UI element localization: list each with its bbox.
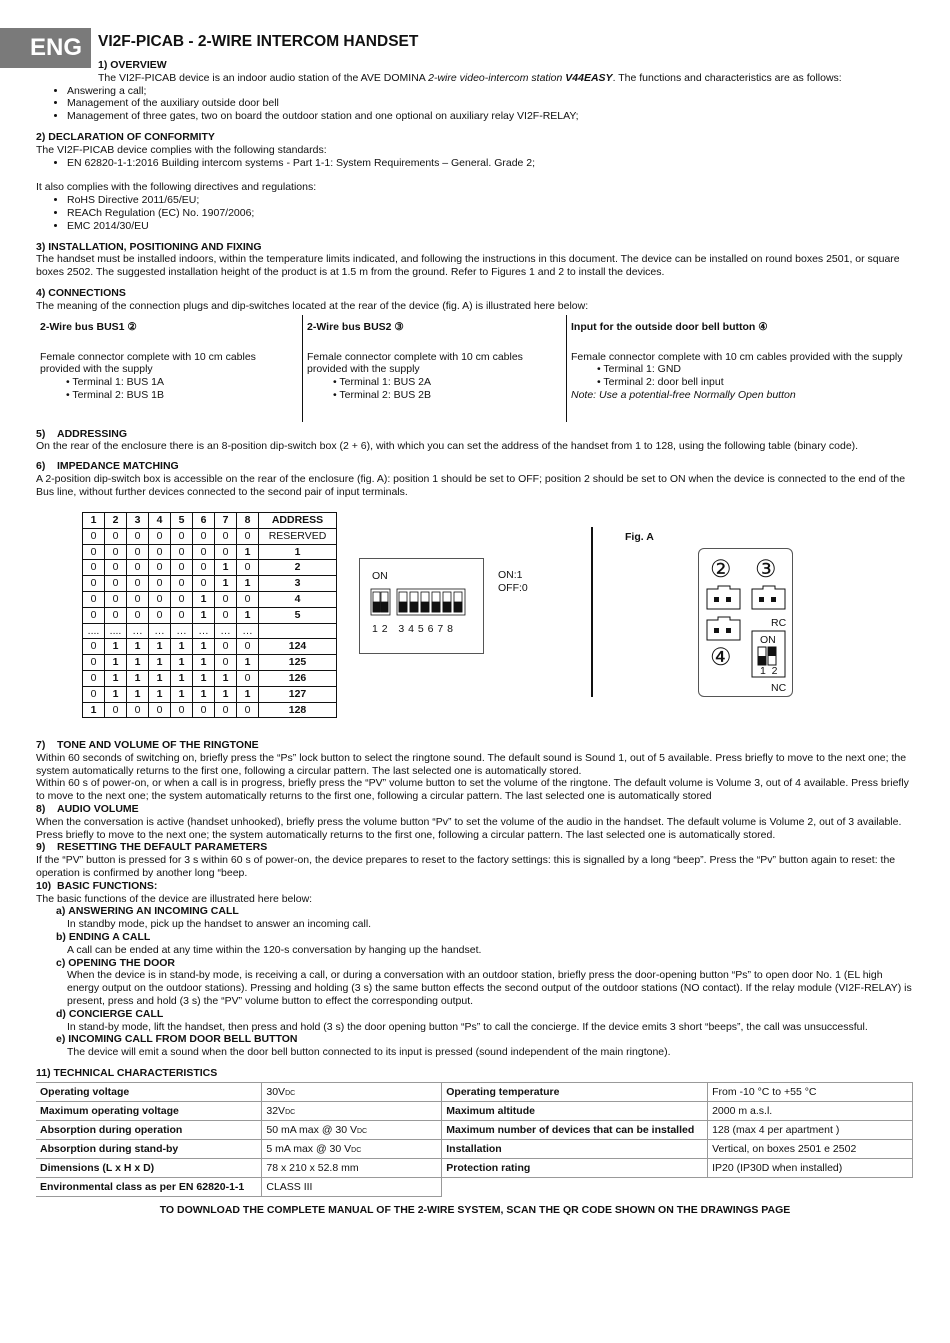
list-item: • Terminal 2: BUS 1B bbox=[66, 389, 298, 402]
function-text: The device will emit a sound when the door bell button connected to its input is pressed (sound independent of the main ringtone). bbox=[67, 1046, 671, 1059]
dip-lever bbox=[454, 602, 462, 612]
document-body bbox=[36, 59, 914, 499]
section-heading: 2) DECLARATION OF CONFORMITY bbox=[36, 130, 215, 143]
function-text: A call can be ended at any time within the 120-s conversation by hanging up the handset. bbox=[67, 943, 482, 956]
table-cell: 0 bbox=[171, 560, 193, 576]
paragraph: A 2-position dip-switch box is accessible on the rear of the enclosure (fig. A): position 1 should be set to OFF; position 2 should be set to ON when the device is connected to the end of the Bus line, without further devices connected to the second pair of input terminals. bbox=[36, 472, 906, 498]
connector-4-label: ④ bbox=[710, 644, 732, 671]
connections-table bbox=[36, 315, 914, 422]
function-label: c) OPENING THE DOOR bbox=[56, 956, 176, 969]
switch-numbers: 1 2 bbox=[760, 665, 778, 677]
function-text: In stand-by mode, lift the handset, then press and hold (3 s) the door opening button “Ps” to call the concierge. If the device emits 3 short “beeps”, the call was unsuccessful. bbox=[67, 1020, 868, 1033]
dip-numbers: 1 2 3 4 5 6 7 8 bbox=[372, 623, 454, 635]
table-cell: 0 bbox=[171, 576, 193, 592]
device-rear-diagram bbox=[698, 548, 793, 697]
table-header-cell: 5 bbox=[171, 513, 193, 529]
dip-lever bbox=[421, 602, 429, 612]
table-cell: 0 bbox=[83, 591, 105, 607]
table-cell: 0 bbox=[215, 639, 237, 655]
table-cell: … bbox=[127, 623, 149, 639]
table-cell: 0 bbox=[215, 655, 237, 671]
section-heading: 5) ADDRESSING bbox=[36, 427, 128, 440]
table-cell: 50 mA max @ 30 VDC bbox=[262, 1121, 442, 1140]
table-cell: 1 bbox=[193, 607, 215, 623]
table-cell: Protection rating bbox=[442, 1159, 708, 1178]
table-cell: 1 bbox=[149, 639, 171, 655]
table-cell: 0 bbox=[83, 670, 105, 686]
table-row bbox=[83, 686, 337, 702]
list-item: • Management of three gates, two on board the outdoor station and one optional on auxiliary relay VI2F-RELAY; bbox=[67, 110, 914, 123]
technical-table bbox=[36, 1082, 913, 1197]
section-heading: 10) BASIC FUNCTIONS: bbox=[36, 879, 158, 892]
table-cell: 0 bbox=[237, 670, 259, 686]
table-cell: 0 bbox=[149, 607, 171, 623]
connection-desc: Female connector complete with 10 cm cables provided with the supply bbox=[40, 350, 256, 376]
table-cell: 0 bbox=[193, 528, 215, 544]
functions-list bbox=[36, 905, 914, 1059]
table-cell: 0 bbox=[237, 560, 259, 576]
table-row bbox=[36, 1178, 913, 1197]
table-row bbox=[36, 1083, 913, 1102]
connection-note: Note: Use a potential-free Normally Open button bbox=[571, 388, 796, 401]
table-header-cell: 1 bbox=[83, 513, 105, 529]
language-tab: ENG bbox=[0, 28, 91, 68]
table-cell: CLASS III bbox=[262, 1178, 442, 1197]
table-cell: 0 bbox=[83, 639, 105, 655]
table-cell: 30VDC bbox=[262, 1083, 442, 1102]
list-item: • Terminal 1: BUS 2A bbox=[333, 376, 562, 389]
table-cell: 126 bbox=[259, 670, 337, 686]
table-cell: 0 bbox=[149, 560, 171, 576]
paragraph: When the conversation is active (handset unhooked), briefly press the volume button “Pv” to set the volume of the audio in the handset. The default volume is Volume 2, out of 3 available. Press briefly to move to the next one; the system automatically returns to the first one, following a circular pattern. The last selected one is automatically stored. bbox=[36, 815, 902, 841]
list-item: • RoHS Directive 2011/65/EU; bbox=[67, 194, 914, 207]
dip-lever bbox=[399, 602, 407, 612]
table-cell: Maximum altitude bbox=[442, 1102, 708, 1121]
dip-lever bbox=[443, 602, 451, 612]
list-item: • Terminal 2: door bell input bbox=[597, 376, 910, 389]
list-item: • Management of the auxiliary outside door bell bbox=[67, 97, 914, 110]
table-cell: 1 bbox=[171, 670, 193, 686]
table-cell: 1 bbox=[237, 607, 259, 623]
table-cell: 1 bbox=[237, 544, 259, 560]
paragraph: It also complies with the following directives and regulations: bbox=[36, 181, 317, 194]
legend-off: OFF:0 bbox=[498, 581, 528, 594]
connection-title: Input for the outside door bell button ④ bbox=[571, 320, 768, 333]
function-text: In standby mode, pick up the handset to answer an incoming call. bbox=[67, 918, 372, 931]
section-heading: 1) OVERVIEW bbox=[98, 59, 167, 71]
list-item: • Terminal 1: GND bbox=[597, 363, 910, 376]
table-row bbox=[83, 607, 337, 623]
connection-desc: Female connector complete with 10 cm cables provided with the supply bbox=[571, 350, 903, 363]
nc-label: NC bbox=[771, 682, 787, 694]
table-cell bbox=[708, 1178, 913, 1197]
document-title: VI2F-PICAB - 2-WIRE INTERCOM HANDSET bbox=[98, 33, 419, 50]
table-cell: 1 bbox=[193, 655, 215, 671]
table-cell: … bbox=[215, 623, 237, 639]
table-cell: 0 bbox=[149, 528, 171, 544]
function-label: e) INCOMING CALL FROM DOOR BELL BUTTON bbox=[56, 1033, 298, 1046]
dip-switch-diagram bbox=[359, 558, 484, 654]
table-cell: 0 bbox=[105, 544, 127, 560]
table-row bbox=[83, 702, 337, 718]
table-cell: 1 bbox=[105, 655, 127, 671]
legend-on: ON:1 bbox=[498, 569, 523, 581]
table-cell: 1 bbox=[105, 686, 127, 702]
table-cell: 78 x 210 x 52.8 mm bbox=[262, 1159, 442, 1178]
table-row bbox=[83, 528, 337, 544]
table-cell: 0 bbox=[127, 560, 149, 576]
function-label: b) ENDING A CALL bbox=[56, 930, 151, 943]
connector-3-label: ③ bbox=[755, 556, 777, 583]
connection-column bbox=[36, 315, 302, 422]
table-cell: Vertical, on boxes 2501 e 2502 bbox=[708, 1140, 913, 1159]
function-text: When the device is in stand-by mode, is receiving a call, or during a conversation with an outdoor station, briefly press the door-opening button “Ps” to open door No. 1 (EL high energy output on the outdoor stations). Pressing and holding (3 s) the same button effects the second output of the outdoor stations (NO contact). If the relay module (VI2F-RELAY) is present, press and hold (3 s) the “PV” volume button to effect the corresponding output. bbox=[67, 969, 912, 1007]
table-cell: 0 bbox=[171, 544, 193, 560]
table-cell: 0 bbox=[127, 591, 149, 607]
table-cell: 0 bbox=[105, 702, 127, 718]
table-cell: 0 bbox=[237, 702, 259, 718]
table-cell: 0 bbox=[83, 576, 105, 592]
table-cell: 1 bbox=[83, 702, 105, 718]
table-cell: 0 bbox=[83, 544, 105, 560]
table-cell: .... bbox=[83, 623, 105, 639]
table-cell: 1 bbox=[215, 576, 237, 592]
paragraph: Within 60 seconds of switching on, briefly press the “Ps” lock button to select the ringtone sound. The default sound is Sound 1, out of 5 available. Press briefly to move to the next one; the system automatically returns to the first one, following a circular pattern. The last selected one is automatically stored. bbox=[36, 751, 907, 777]
table-cell: 0 bbox=[193, 702, 215, 718]
table-cell: 128 bbox=[259, 702, 337, 718]
table-row bbox=[83, 544, 337, 560]
table-cell: 0 bbox=[193, 544, 215, 560]
function-label: a) ANSWERING AN INCOMING CALL bbox=[56, 905, 239, 918]
section-heading: 4) CONNECTIONS bbox=[36, 286, 126, 299]
dip-lever bbox=[373, 602, 380, 612]
dip-lever bbox=[432, 602, 440, 612]
table-header-cell: 3 bbox=[127, 513, 149, 529]
table-cell: 0 bbox=[237, 528, 259, 544]
table-cell: 1 bbox=[237, 576, 259, 592]
section-heading: 11) TECHNICAL CHARACTERISTICS bbox=[36, 1066, 218, 1079]
table-cell: 1 bbox=[237, 655, 259, 671]
table-row bbox=[83, 576, 337, 592]
table-cell: .... bbox=[105, 623, 127, 639]
section-heading: 8) AUDIO VOLUME bbox=[36, 802, 139, 815]
table-cell: Operating temperature bbox=[442, 1083, 708, 1102]
table-cell: Installation bbox=[442, 1140, 708, 1159]
section-heading: 3) INSTALLATION, POSITIONING AND FIXING bbox=[36, 240, 262, 253]
table-cell: 0 bbox=[237, 639, 259, 655]
table-header-cell: 7 bbox=[215, 513, 237, 529]
table-cell: 4 bbox=[259, 591, 337, 607]
table-cell: Operating voltage bbox=[36, 1083, 262, 1102]
table-cell: 124 bbox=[259, 639, 337, 655]
list-item: • REACh Regulation (EC) No. 1907/2006; bbox=[67, 207, 914, 220]
overview-text: The VI2F-PICAB device is an indoor audio station of the AVE DOMINA 2-wire video-intercom station V44EASY. The functions and characteristics are as follows: bbox=[98, 71, 842, 84]
footer-note: TO DOWNLOAD THE COMPLETE MANUAL OF THE 2-WIRE SYSTEM, SCAN THE QR CODE SHOWN ON THE DRAWINGS PAGE bbox=[159, 1204, 791, 1216]
table-cell: 1 bbox=[171, 686, 193, 702]
table-cell: 0 bbox=[215, 528, 237, 544]
paragraph: On the rear of the enclosure there is an 8-position dip-switch box (2 + 6), with which you can set the address of the handset from 1 to 128, using the following table (binary code). bbox=[36, 440, 859, 453]
divider bbox=[591, 527, 593, 697]
section-overview bbox=[36, 59, 914, 85]
table-cell: 1 bbox=[193, 686, 215, 702]
table-cell: 1 bbox=[215, 670, 237, 686]
table-cell: 1 bbox=[127, 686, 149, 702]
table-cell: 1 bbox=[171, 655, 193, 671]
table-header-cell: 6 bbox=[193, 513, 215, 529]
table-cell: 1 bbox=[149, 686, 171, 702]
table-cell: 0 bbox=[83, 607, 105, 623]
overview-list bbox=[36, 85, 914, 123]
table-cell: 0 bbox=[127, 576, 149, 592]
paragraph: If the “PV” button is pressed for 3 s within 60 s of power-on, the device prepares to reset to the factory settings: this is signalled by a long “beep”. Press the “Pv” button again to reset: the operation is confirmed by another long “beep. bbox=[36, 854, 896, 879]
table-cell: 0 bbox=[193, 560, 215, 576]
table-header-cell: 2 bbox=[105, 513, 127, 529]
list-item: • Terminal 1: BUS 1A bbox=[66, 376, 298, 389]
standards-list bbox=[36, 157, 914, 170]
section-heading: 9) RESETTING THE DEFAULT PARAMETERS bbox=[36, 841, 268, 854]
table-cell: 1 bbox=[105, 639, 127, 655]
table-cell: 0 bbox=[127, 528, 149, 544]
paragraph: Within 60 s of power-on, or when a call is in progress, briefly press the “PV” volume button to set the volume of the ringtone. The default volume is Volume 3, out of 4 available. Press briefly to move to the next one; the system automatically returns to the first one, following a circular pattern. The last selected one is automatically stored bbox=[36, 777, 909, 803]
table-cell: 1 bbox=[171, 639, 193, 655]
table-cell: Environmental class as per EN 62820-1-1 bbox=[36, 1178, 262, 1197]
connection-column bbox=[566, 315, 914, 422]
table-cell: 0 bbox=[193, 576, 215, 592]
table-cell: … bbox=[237, 623, 259, 639]
address-table bbox=[82, 512, 337, 718]
section-heading: 6) IMPEDANCE MATCHING bbox=[36, 460, 179, 473]
table-cell: 0 bbox=[237, 591, 259, 607]
paragraph: The meaning of the connection plugs and dip-switches located at the rear of the device (fig. A) is illustrated here below: bbox=[36, 299, 589, 312]
table-cell: RESERVED bbox=[259, 528, 337, 544]
table-cell: 1 bbox=[193, 591, 215, 607]
table-cell: 1 bbox=[149, 670, 171, 686]
table-cell: 0 bbox=[215, 591, 237, 607]
table-cell: 1 bbox=[127, 655, 149, 671]
table-cell: 1 bbox=[259, 544, 337, 560]
table-row bbox=[36, 1140, 913, 1159]
table-cell: 127 bbox=[259, 686, 337, 702]
table-cell: 5 bbox=[259, 607, 337, 623]
table-cell: 0 bbox=[215, 702, 237, 718]
table-cell: 2000 m a.s.l. bbox=[708, 1102, 913, 1121]
table-cell: … bbox=[171, 623, 193, 639]
table-cell: 0 bbox=[149, 576, 171, 592]
table-cell: 0 bbox=[171, 591, 193, 607]
dip-legend bbox=[498, 569, 528, 595]
table-cell: 0 bbox=[149, 544, 171, 560]
table-cell: IP20 (IP30D when installed) bbox=[708, 1159, 913, 1178]
table-cell: From -10 °C to +55 °C bbox=[708, 1083, 913, 1102]
table-cell: 1 bbox=[193, 639, 215, 655]
table-cell: Dimensions (L x H x D) bbox=[36, 1159, 262, 1178]
table-row bbox=[83, 655, 337, 671]
table-cell: Absorption during stand-by bbox=[36, 1140, 262, 1159]
table-cell: 0 bbox=[83, 560, 105, 576]
table-cell: 0 bbox=[215, 544, 237, 560]
table-cell: 0 bbox=[149, 591, 171, 607]
table-cell: Maximum number of devices that can be installed bbox=[442, 1121, 708, 1140]
table-cell: 1 bbox=[127, 639, 149, 655]
table-cell: 0 bbox=[171, 528, 193, 544]
table-cell: 1 bbox=[149, 655, 171, 671]
dip-lever bbox=[381, 602, 388, 612]
connection-desc: Female connector complete with 10 cm cables provided with the supply bbox=[307, 350, 523, 376]
table-row bbox=[83, 639, 337, 655]
list-item: • Terminal 2: BUS 2B bbox=[333, 389, 562, 402]
table-cell: 0 bbox=[171, 607, 193, 623]
table-cell: 0 bbox=[149, 702, 171, 718]
connection-column bbox=[302, 315, 566, 422]
table-cell: 0 bbox=[83, 528, 105, 544]
table-cell: 5 mA max @ 30 VDC bbox=[262, 1140, 442, 1159]
table-row bbox=[83, 623, 337, 639]
table-row bbox=[83, 560, 337, 576]
table-cell: 125 bbox=[259, 655, 337, 671]
dip-lever bbox=[410, 602, 418, 612]
table-cell: 3 bbox=[259, 576, 337, 592]
table-row bbox=[36, 1159, 913, 1178]
table-cell: 0 bbox=[105, 607, 127, 623]
table-cell: Absorption during operation bbox=[36, 1121, 262, 1140]
connector-2-label: ② bbox=[710, 556, 732, 583]
paragraph: The VI2F-PICAB device complies with the following standards: bbox=[36, 143, 327, 156]
table-cell: 1 bbox=[215, 560, 237, 576]
dip-on-label: ON bbox=[372, 570, 388, 582]
table-row bbox=[36, 1121, 913, 1140]
connection-title: 2-Wire bus BUS2 ③ bbox=[307, 320, 404, 333]
connection-title: 2-Wire bus BUS1 ② bbox=[40, 320, 137, 333]
list-item: • Answering a call; bbox=[67, 85, 914, 98]
table-cell bbox=[442, 1178, 708, 1197]
table-cell: 128 (max 4 per apartment ) bbox=[708, 1121, 913, 1140]
table-cell: 0 bbox=[171, 702, 193, 718]
list-item: • EN 62820-1-1:2016 Building intercom systems - Part 1-1: System Requirements – General. Grade 2; bbox=[67, 157, 914, 170]
table-row bbox=[36, 1102, 913, 1121]
table-cell: 2 bbox=[259, 560, 337, 576]
directives-list bbox=[36, 194, 914, 232]
figure-label: Fig. A bbox=[625, 531, 654, 543]
function-label: d) CONCIERGE CALL bbox=[56, 1007, 164, 1020]
table-cell: 0 bbox=[105, 528, 127, 544]
table-cell: 0 bbox=[127, 544, 149, 560]
table-cell: Maximum operating voltage bbox=[36, 1102, 262, 1121]
section-heading: 7) TONE AND VOLUME OF THE RINGTONE bbox=[36, 739, 259, 751]
table-cell: 1 bbox=[127, 670, 149, 686]
table-header-cell: ADDRESS bbox=[259, 513, 337, 529]
paragraph: The handset must be installed indoors, within the temperature limits indicated, and following the instructions in this document. The device can be installed on round boxes 2501, or square boxes 2502. The suggested installation height of the product is at 1.5 m from the ground. Refer to Figures 1 and 2 to install the devices. bbox=[36, 253, 900, 279]
document-body-lower bbox=[36, 739, 914, 1080]
table-cell: 0 bbox=[105, 560, 127, 576]
switch-on-label: ON bbox=[760, 634, 776, 646]
table-cell: 0 bbox=[215, 607, 237, 623]
table-cell bbox=[259, 623, 337, 639]
list-item: • EMC 2014/30/EU bbox=[67, 220, 914, 233]
table-header-cell: 4 bbox=[149, 513, 171, 529]
paragraph: The basic functions of the device are illustrated here below: bbox=[36, 892, 313, 905]
table-cell: 1 bbox=[215, 686, 237, 702]
table-cell: 1 bbox=[193, 670, 215, 686]
table-cell: 0 bbox=[105, 591, 127, 607]
table-cell: 0 bbox=[83, 686, 105, 702]
table-cell: 0 bbox=[83, 655, 105, 671]
table-cell: 1 bbox=[105, 670, 127, 686]
table-cell: … bbox=[149, 623, 171, 639]
table-cell: … bbox=[193, 623, 215, 639]
table-row bbox=[83, 591, 337, 607]
table-header-cell: 8 bbox=[237, 513, 259, 529]
table-row bbox=[83, 670, 337, 686]
table-cell: 0 bbox=[127, 607, 149, 623]
rc-label: RC bbox=[771, 617, 787, 629]
table-cell: 0 bbox=[127, 702, 149, 718]
table-cell: 1 bbox=[237, 686, 259, 702]
table-cell: 32VDC bbox=[262, 1102, 442, 1121]
table-cell: 0 bbox=[105, 576, 127, 592]
